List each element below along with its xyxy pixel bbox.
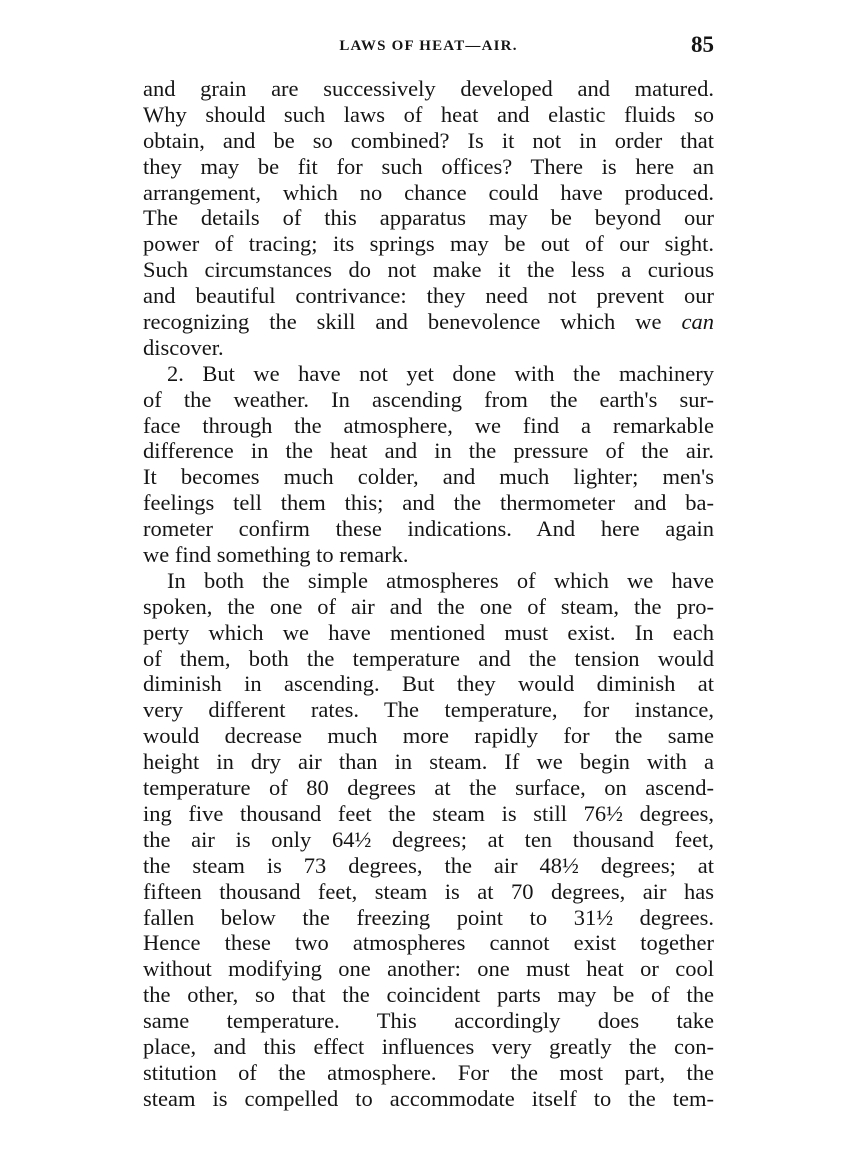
- text-line: obtain, and be so combined? Is it not in order that: [143, 127, 714, 153]
- text-line: fallen below the freezing point to 31½ degrees.: [143, 904, 714, 930]
- text-line: Why should such laws of heat and elastic fluids so: [143, 101, 714, 127]
- page-number: 85: [691, 32, 714, 57]
- text-line: of them, both the temperature and the tension would: [143, 645, 714, 671]
- paragraph-last-line: discover.: [143, 334, 224, 360]
- text-line: and beautiful contrivance: they need not prevent our: [143, 283, 714, 309]
- text-line: perty which we have mentioned must exist. In each: [143, 619, 714, 645]
- running-title: LAWS OF HEAT—AIR.: [339, 38, 518, 54]
- text-line: The details of this apparatus may be beyond our: [143, 205, 714, 231]
- text-line: rometer confirm these indications. And here again: [143, 516, 714, 542]
- text-line: recognizing the skill and benevolence which we can: [143, 309, 714, 335]
- text-line: temperature of 80 degrees at the surface, on ascend-: [143, 775, 714, 801]
- text-line: place, and this effect influences very greatly the con-: [143, 1033, 714, 1059]
- text-line: the air is only 64½ degrees; at ten thousand feet,: [143, 826, 714, 852]
- text-line: power of tracing; its springs may be out of our sight.: [143, 231, 714, 257]
- text-line: the other, so that the coincident parts may be of the: [143, 982, 714, 1008]
- text-line: the steam is 73 degrees, the air 48½ degrees; at: [143, 852, 714, 878]
- text-line: steam is compelled to accommodate itself to the tem-: [143, 1085, 714, 1111]
- text-line: stitution of the atmosphere. For the most part, the: [143, 1059, 714, 1085]
- running-header: [143, 32, 714, 66]
- text-line: and grain are successively developed and matured.: [143, 76, 714, 101]
- text-line: ing five thousand feet the steam is still 76½ degrees,: [143, 800, 714, 826]
- text-line: feelings tell them this; and the thermometer and ba-: [143, 490, 714, 516]
- text-line: same temperature. This accordingly does take: [143, 1008, 714, 1034]
- text-line: face through the atmosphere, we find a remarkable: [143, 412, 714, 438]
- text-line: height in dry air than in steam. If we begin with a: [143, 749, 714, 775]
- text-line: difference in the heat and in the pressure of the air.: [143, 438, 714, 464]
- text-line: fifteen thousand feet, steam is at 70 degrees, air has: [143, 878, 714, 904]
- paragraph-first-line: 2. But we have not yet done with the machinery: [167, 360, 714, 386]
- text-line: diminish in ascending. But they would diminish at: [143, 671, 714, 697]
- paragraph-last-line: we find something to remark.: [143, 542, 409, 568]
- text-line: It becomes much colder, and much lighter; men's: [143, 464, 714, 490]
- text-line: they may be fit for such offices? There is here an: [143, 153, 714, 179]
- text-line: without modifying one another: one must heat or cool: [143, 956, 714, 982]
- text-line: of the weather. In ascending from the earth's sur-: [143, 386, 714, 412]
- paragraph-first-line: In both the simple atmospheres of which we have: [167, 567, 714, 593]
- text-line: would decrease much more rapidly for the same: [143, 723, 714, 749]
- text-line: Such circumstances do not make it the less a curious: [143, 257, 714, 283]
- text-line: arrangement, which no chance could have produced.: [143, 179, 714, 205]
- text-line: very different rates. The temperature, for instance,: [143, 697, 714, 723]
- body-text: [143, 76, 714, 1112]
- text-line: Hence these two atmospheres cannot exist together: [143, 930, 714, 956]
- text-line: spoken, the one of air and the one of steam, the pro-: [143, 593, 714, 619]
